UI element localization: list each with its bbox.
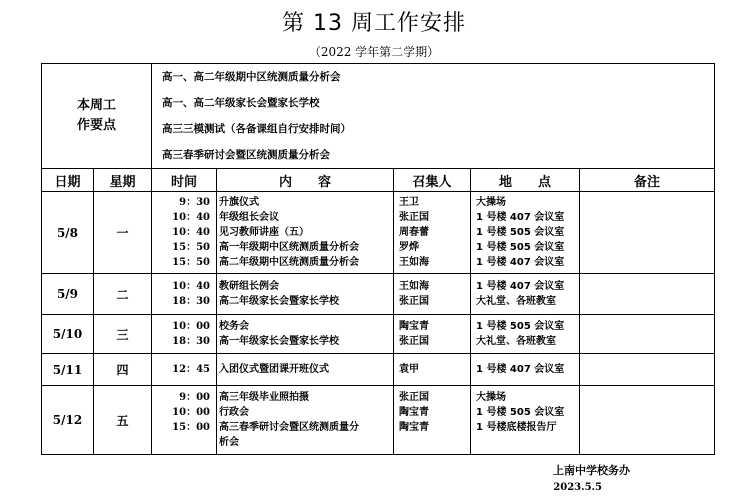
- day-content: 高二年级家长会暨家长学校: [219, 296, 340, 307]
- day-location: 1 号楼 505 会议室: [476, 407, 565, 418]
- day-organizer: 袁甲: [399, 364, 420, 375]
- day-notes: [580, 315, 715, 354]
- day-time: 10：40: [172, 281, 211, 292]
- day-organizer: 陶宝青: [399, 321, 430, 332]
- day-content-cell: [217, 192, 394, 274]
- day-time-cell: [152, 192, 217, 274]
- day-time: 10：00: [172, 321, 211, 332]
- day-notes: [580, 192, 715, 274]
- day-organizer: 王卫: [399, 197, 420, 208]
- day-time-cell: [152, 274, 217, 315]
- day-time: [152, 435, 216, 450]
- day-organizer-cell: [394, 386, 471, 455]
- day-organizer: 王如海: [399, 257, 430, 268]
- day-content: 教研组长例会: [219, 281, 280, 292]
- day-notes: [580, 274, 715, 315]
- day-time: 15：00: [172, 422, 211, 433]
- day-time: 15：50: [172, 242, 211, 253]
- day-row: [42, 354, 715, 386]
- day-content: 高三春季研讨会暨区统测质量分: [219, 422, 360, 433]
- day-time: 15：50: [172, 257, 211, 268]
- day-content-cell: [217, 354, 394, 386]
- day-weekday: 一: [94, 192, 152, 274]
- day-organizer: 张正国: [399, 336, 430, 347]
- day-row: [42, 274, 715, 315]
- day-location: 1 号楼 407 会议室: [476, 364, 565, 375]
- day-time: 18：30: [172, 336, 211, 347]
- day-organizer: 王如海: [399, 281, 430, 292]
- day-time-cell: [152, 354, 217, 386]
- summary-label-line1: 本周工: [77, 98, 117, 113]
- day-location-cell: [471, 274, 580, 315]
- day-content: 高一年级期中区统测质量分析会: [219, 242, 360, 253]
- day-organizer: 张正国: [399, 296, 430, 307]
- header-location: 地 点: [471, 169, 580, 192]
- summary-item: 高一、高二年级期中区统测质量分析会: [162, 71, 341, 83]
- schedule-table: [41, 63, 715, 455]
- day-location: 大操场: [476, 392, 507, 403]
- day-content-cell: [217, 386, 394, 455]
- day-time: 12：45: [172, 364, 211, 375]
- day-location: 1 号楼 407 会议室: [476, 281, 565, 292]
- day-location-cell: [471, 192, 580, 274]
- day-location-cell: [471, 315, 580, 354]
- summary-label: [42, 64, 152, 169]
- day-location: 1 号楼 407 会议室: [476, 212, 565, 223]
- summary-item: 高三春季研讨会暨区统测质量分析会: [162, 149, 331, 161]
- day-time: 18：30: [172, 296, 211, 307]
- page-subtitle: （2022 学年第二学期）: [308, 45, 440, 59]
- day-weekday: 四: [94, 354, 152, 386]
- header-organizer: 召集人: [394, 169, 471, 192]
- page-title: 第 13 周工作安排: [282, 11, 466, 36]
- day-time-cell: [152, 386, 217, 455]
- day-organizer-cell: [394, 315, 471, 354]
- day-content: 行政会: [219, 407, 250, 418]
- day-date: 5/10: [42, 315, 94, 354]
- day-notes: [580, 354, 715, 386]
- day-content: 高二年级期中区统测质量分析会: [219, 257, 360, 268]
- summary-item: 高一、高二年级家长会暨家长学校: [162, 97, 320, 109]
- day-location: 大礼堂、各班教室: [476, 296, 557, 307]
- day-time: 9：00: [179, 392, 211, 403]
- day-location: 1 号楼 407 会议室: [476, 257, 565, 268]
- day-organizer: 陶宝青: [399, 407, 430, 418]
- day-date: 5/9: [42, 274, 94, 315]
- summary-row: [42, 64, 715, 169]
- day-time: 9：30: [179, 197, 211, 208]
- day-row: [42, 192, 715, 274]
- day-weekday: 三: [94, 315, 152, 354]
- summary-label-line2: 作要点: [77, 118, 117, 133]
- day-row: [42, 386, 715, 455]
- day-content: 见习教师讲座（五）: [219, 227, 310, 238]
- day-organizer-cell: [394, 354, 471, 386]
- day-time-cell: [152, 315, 217, 354]
- summary-items: [152, 64, 715, 169]
- day-location: 大礼堂、各班教室: [476, 336, 557, 347]
- day-content: 入团仪式暨团课开班仪式: [219, 364, 330, 375]
- header-notes: 备注: [580, 169, 715, 192]
- day-organizer: 陶宝青: [399, 422, 430, 433]
- day-content: 析会: [219, 437, 240, 448]
- day-weekday: 二: [94, 274, 152, 315]
- day-content-cell: [217, 274, 394, 315]
- footer-date: 2023.5.5: [553, 482, 602, 493]
- day-location: 大操场: [476, 197, 507, 208]
- header-content: 内 容: [217, 169, 394, 192]
- day-location: [476, 435, 579, 450]
- day-location: 1 号楼 505 会议室: [476, 321, 565, 332]
- summary-item: 高三三模测试（各备课组自行安排时间）: [162, 123, 352, 135]
- day-organizer: 张正国: [399, 392, 430, 403]
- day-content: 高一年级家长会暨家长学校: [219, 336, 340, 347]
- day-location: 1 号楼 505 会议室: [476, 242, 565, 253]
- day-notes: [580, 386, 715, 455]
- day-organizer: 周春蕾: [399, 227, 430, 238]
- day-time: 10：40: [172, 227, 211, 238]
- day-rows: [42, 192, 715, 455]
- day-location-cell: [471, 354, 580, 386]
- day-location: 1 号楼 505 会议室: [476, 227, 565, 238]
- footer-org: 上南中学校务办: [553, 464, 630, 477]
- day-content: 年级组长会议: [219, 212, 280, 223]
- day-location-cell: [471, 386, 580, 455]
- header-weekday: 星期: [94, 169, 152, 192]
- day-content: 升旗仪式: [219, 197, 260, 208]
- day-organizer-cell: [394, 274, 471, 315]
- header-time: 时间: [152, 169, 217, 192]
- day-date: 5/8: [42, 192, 94, 274]
- day-content: 校务会: [219, 321, 250, 332]
- day-content: 高三年级毕业照拍摄: [219, 392, 310, 403]
- day-time: 10：00: [172, 407, 211, 418]
- day-organizer: 罗烨: [399, 242, 420, 253]
- day-content-cell: [217, 315, 394, 354]
- day-organizer: 张正国: [399, 212, 430, 223]
- day-row: [42, 315, 715, 354]
- day-weekday: 五: [94, 386, 152, 455]
- day-time: 10：40: [172, 212, 211, 223]
- header-date: 日期: [42, 169, 94, 192]
- day-organizer: [399, 435, 470, 450]
- day-date: 5/12: [42, 386, 94, 455]
- header-row: [42, 169, 715, 192]
- day-date: 5/11: [42, 354, 94, 386]
- day-organizer-cell: [394, 192, 471, 274]
- day-location: 1 号楼底楼报告厅: [476, 422, 557, 433]
